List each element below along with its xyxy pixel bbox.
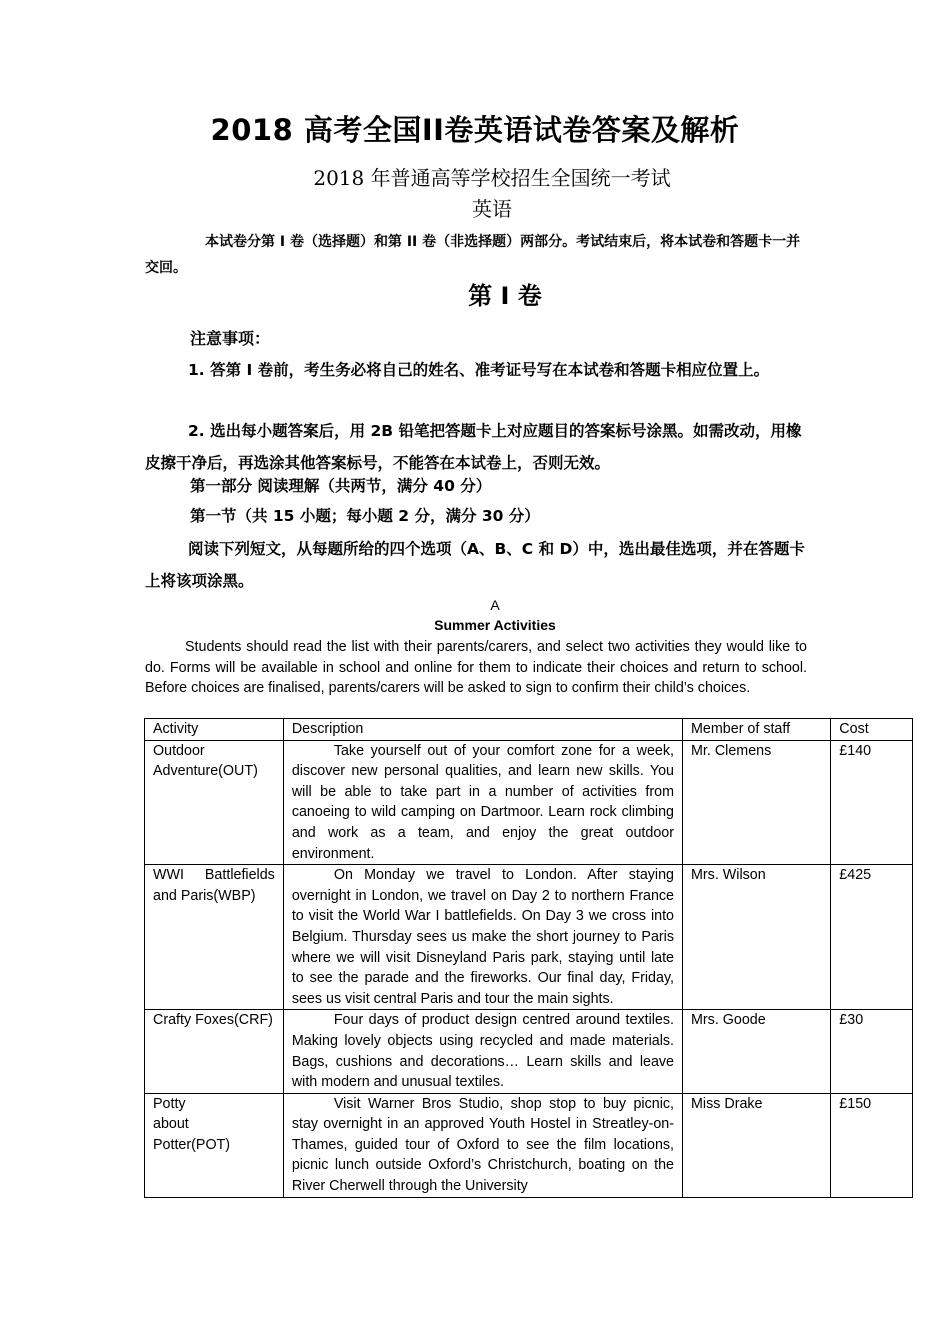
cost-cell: £140 — [831, 740, 913, 865]
description-cell: Four days of product design centred around textiles. Making lovely objects using recycled and made materials. Bags, cushions and decorations… Learn skills and leave with modern and unusual textiles. — [283, 1010, 682, 1093]
table-row — [145, 1093, 913, 1197]
table-row — [145, 1010, 913, 1093]
activity-cell — [145, 865, 284, 1010]
activity-name-line: WWI Battlefields — [153, 867, 275, 884]
activity-name-line: Potter(POT) — [153, 1136, 231, 1153]
cost-cell: £425 — [831, 865, 913, 1010]
notice-item-2: 2. 选出每小题答案后，用 2B 铅笔把答题卡上对应题目的答案标号涂黑。如需改动，用橡皮擦干净后，再选涂其他答案标号，不能答在本试卷上，否则无效。 — [145, 422, 802, 472]
passage-intro: Students should read the list with their parents/carers, and select two activities they would like to do. Forms will be available in school and online for them to indicate their choices and return to school. Before choices are finalised, parents/carers will be asked to sign to confirm their child’s choices. — [145, 639, 807, 697]
description-cell: Take yourself out of your comfort zone for a week, discover new personal qualities, and learn new skills. You will be able to take part in a number of activities from canoeing to wild camping on Dartmoor. Learn rock climbing and work as a team, and enjoy the great outdoor environment. — [283, 740, 682, 865]
passage-title: Summer Activities — [434, 617, 556, 633]
activity-name-line: Potty — [153, 1095, 186, 1112]
exam-intro: 本试卷分第 I 卷（选择题）和第 II 卷（非选择题）两部分。考试结束后，将本试卷和答题卡一并交回。 — [145, 234, 801, 276]
activity-name-line: Outdoor — [153, 742, 205, 759]
reading-instructions: 阅读下列短文，从每题所给的四个选项（A、B、C 和 D）中，选出最佳选项，并在答题卡上将该项涂黑。 — [145, 540, 805, 590]
cost-cell: £30 — [831, 1010, 913, 1093]
column-header-description: Description — [283, 719, 682, 741]
table-row — [145, 865, 913, 1010]
activity-cell — [145, 1093, 284, 1197]
staff-cell: Miss Drake — [683, 1093, 831, 1197]
part-heading: 第一部分 阅读理解（共两节，满分 40 分） — [190, 477, 492, 495]
description-cell: On Monday we travel to London. After staying overnight in London, we travel on Day 2 to northern France to visit the World War I battlefields. On Day 3 we cross into Belgium. Thursday sees us make the short journey to Paris where we will visit Disneyland Paris park, staying until late to see the parade and the fireworks. Our final day, Friday, sees us visit central Paris and tour the main sights. — [283, 865, 682, 1010]
activity-name-line: Crafty Foxes(CRF) — [153, 1012, 273, 1029]
staff-cell: Mr. Clemens — [683, 740, 831, 865]
staff-cell: Mrs. Wilson — [683, 865, 831, 1010]
notice-item-1: 1. 答第 I 卷前，考生务必将自己的姓名、准考证号写在本试卷和答题卡相应位置上。 — [188, 361, 770, 379]
activity-cell — [145, 1010, 284, 1093]
activity-name-line: and Paris(WBP) — [153, 887, 256, 904]
passage-letter: A — [490, 597, 500, 613]
cost-cell: £150 — [831, 1093, 913, 1197]
activity-name-line: Adventure(OUT) — [153, 763, 258, 780]
subject-title: 英语 — [472, 197, 512, 221]
activity-cell — [145, 740, 284, 865]
document-title: 2018 高考全国II卷英语试卷答案及解析 — [210, 113, 740, 147]
table-header-row — [145, 719, 913, 741]
description-cell: Visit Warner Bros Studio, shop stop to buy picnic, stay overnight in an approved Youth Hostel in Streatley-on-Thames, guided tour of Oxford to see the film locations, picnic lunch outside Oxford’s Christchurch, boating on the River Cherwell through the University — [283, 1093, 682, 1197]
notice-heading: 注意事项： — [190, 329, 271, 348]
activities-table — [144, 718, 913, 1198]
volume-title: 第 I 卷 — [468, 282, 542, 310]
table-row — [145, 740, 913, 865]
activity-name-line: about — [153, 1116, 189, 1133]
column-header-staff: Member of staff — [683, 719, 831, 741]
section-heading: 第一节（共 15 小题；每小题 2 分，满分 30 分） — [190, 507, 540, 525]
column-header-activity: Activity — [145, 719, 284, 741]
exam-subtitle: 2018 年普通高等学校招生全国统一考试 — [313, 166, 671, 190]
staff-cell: Mrs. Goode — [683, 1010, 831, 1093]
column-header-cost: Cost — [831, 719, 913, 741]
